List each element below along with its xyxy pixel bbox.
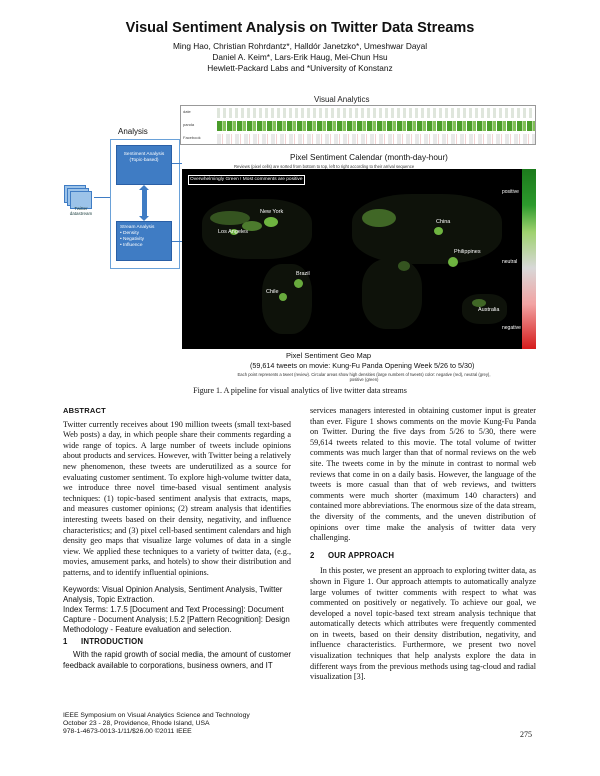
analysis-label: Analysis: [118, 127, 148, 136]
geo-map-note: Each point represents a tweet (review). Circular areas show high densities (large numbers of tweets) color: negative (red), neutral (grey), positive (green): [237, 372, 491, 382]
section-heading: [310, 551, 536, 562]
introduction-text: With the rapid growth of social media, the amount of customer feedback available to corporations, business owners, and IT: [63, 650, 291, 670]
calendar-cells: [217, 121, 535, 131]
section-title: INTRODUCTION: [81, 636, 144, 646]
footer-line: IEEE Symposium on Visual Analytics Science and Technology: [63, 712, 250, 719]
author-block: [0, 41, 600, 74]
tweet-density-cluster: [210, 211, 250, 225]
calendar-row: [181, 133, 537, 145]
tweet-density-cluster: [264, 217, 278, 227]
calendar-row: [181, 107, 537, 119]
colorbar-label: negative: [502, 325, 521, 331]
map-annotation: Overwhelmingly Green ! Most comments are positive: [188, 175, 305, 185]
sentiment-analysis-box: Sentiment Analysis (Topic-based): [116, 145, 172, 185]
connector-line: [172, 241, 182, 242]
section-number: 1: [63, 636, 68, 646]
visual-analytics-label: Visual Analytics: [314, 95, 370, 104]
twitter-datastream-label: Twitter datastream: [69, 206, 93, 216]
calendar-row: [181, 120, 537, 132]
stream-analysis-item: • Density: [120, 231, 140, 236]
right-column: [310, 406, 536, 683]
conference-footer: [63, 712, 303, 736]
stream-analysis-box: [116, 221, 172, 261]
figure-1: [64, 93, 536, 385]
section-heading: [63, 637, 291, 648]
colorbar-label: positive: [502, 189, 519, 195]
tweet-density-cluster: [362, 209, 396, 227]
colorbar-label: neutral: [502, 259, 518, 265]
geo-map-title: Pixel Sentiment Geo Map: [286, 351, 372, 360]
footer-line: 978-1-4673-0013-1/11/$26.00 ©2011 IEEE: [63, 728, 192, 735]
map-landmass: [362, 259, 422, 329]
tweet-density-cluster: [398, 261, 410, 271]
connector-line: [172, 163, 182, 164]
author-line: Ming Hao, Christian Rohrdantz*, Halldór Janetzko*, Umeshwar Dayal: [172, 41, 428, 51]
tweet-density-cluster: [472, 299, 486, 307]
tweet-density-cluster: [448, 257, 458, 267]
calendar-row-label: date: [183, 109, 191, 114]
stream-analysis-item: • Negativity: [120, 237, 145, 242]
calendar-subtitle: Reviews (pixel cells) are sorted from bottom to top, left to right according to their arrival sequence: [234, 164, 415, 169]
double-arrow-icon: [142, 189, 147, 217]
map-label: Chile: [266, 289, 279, 295]
author-line: Daniel A. Keim*, Lars-Erik Haug, Mei-Chun Hsu: [212, 52, 388, 62]
sentiment-calendar: [180, 105, 536, 145]
connector-line: [94, 197, 110, 198]
map-label: New York: [260, 209, 284, 215]
calendar-cells: [217, 108, 535, 118]
page-number: 275: [520, 730, 532, 739]
calendar-cells: [217, 134, 535, 144]
section-number: 2: [310, 550, 315, 560]
map-label: Australia: [478, 307, 500, 313]
geo-map-subtitle: (59,614 tweets on movie: Kung-Fu Panda Opening Week 5/26 to 5/30): [250, 361, 475, 370]
calendar-row-label: Facebook: [183, 135, 201, 140]
tweet-density-cluster: [279, 293, 287, 301]
figure-caption: Figure 1. A pipeline for visual analytics of live twitter data streams: [193, 386, 407, 395]
section-title: OUR APPROACH: [328, 550, 395, 560]
affiliation-line: Hewlett-Packard Labs and *University of Konstanz: [207, 63, 393, 73]
stream-analysis-title: Stream Analysis: [120, 225, 155, 230]
map-label: China: [436, 219, 451, 225]
paper-title: Visual Sentiment Analysis on Twitter Data Streams: [125, 20, 475, 36]
tweet-density-cluster: [294, 279, 303, 288]
abstract-heading: ABSTRACT: [63, 406, 106, 415]
calendar-title: Pixel Sentiment Calendar (month-day-hour): [290, 153, 448, 162]
introduction-continued-text: services managers interested in obtaining customer input is greater than ever. Figure 1 shows comments on the movie Kung-Fu Panda on Twitter. During the five days from 5/26 to 5/30, there were 59,614 tweets related to this movie. The total volume of twitter comments was much larger than that of normal reviews on the web site. The tweets come in by the minute in contrast to normal web reviews that come in on a daily basis. However, the language of the tweets is more casual than that of web reviews, and twitters comments were much shorter (maximum 140 characters) and contained more abbreviations. The enormous size of the data stream, the diversity of the comments, and the uneven distribution of opinions over time make the analysis of twitter data very challenging.: [310, 406, 536, 543]
footer-line: October 23 - 28, Providence, Rhode Island, USA: [63, 720, 210, 727]
pixel-sentiment-geo-map: [182, 169, 522, 349]
tweet-density-cluster: [434, 227, 443, 235]
map-label: Los Angeles: [218, 229, 248, 235]
abstract-text: Twitter currently receives about 190 million tweets (small text-based Web posts) a day, in which people share their comments regarding a wide range of topics. A large number of tweets include opinions about products and services. However, with Twitter being a relatively new phenomenon, these tweets are underutilized as a source for evaluating customer sentiment. To explore high-volume twitter data, we introduce three novel time-based visual sentiment analysis techniques: (1) topic-based sentiment analysis that extracts, maps, and measures customer opinions; (2) stream analysis that identifies interesting tweets based on their density, negativity, and influence characteristics; and (3) pixel cell-based sentiment calendars and high density geo maps that visualize large volumes of data in a single view. We applied these techniques to a variety of twitter data, (e.g., movies, amusement parks, and hotels) to show their distribution and patterns, and to identify influential opinions.: [63, 419, 291, 577]
index-terms: Index Terms: 1.7.5 [Document and Text Processing]: Document Capture - Document Analysis; I.5.2 [Pattern Recognition]: Design Methodology - Feature evaluation and selection.: [63, 604, 290, 634]
approach-text: In this poster, we present an approach to exploring twitter data, as shown in Figure 1. Our approach attempts to automatically analyze large volumes of twitter comments with respect to what was commented on positively or negatively. To achieve our goal, we developed a novel topic-based text stream analysis technique that automatically detects which attributes were frequently commented on in tweets, based on their density distribution, negativity, and influence characteristics. Furthermore, we present two novel visualization techniques that help analysts explore the data in different ways from the previous methods using tag-cloud and radial visualization [3].: [310, 566, 536, 682]
sentiment-colorbar: [522, 169, 536, 349]
map-label: Brazil: [296, 271, 310, 277]
calendar-row-label: panda: [183, 122, 195, 127]
stream-analysis-item: • Influence: [120, 243, 143, 248]
map-label: Philippines: [454, 249, 481, 255]
left-column: [63, 406, 291, 671]
keywords: Keywords: Visual Opinion Analysis, Sentiment Analysis, Twitter Analysis, Topic Extraction.: [63, 584, 283, 604]
